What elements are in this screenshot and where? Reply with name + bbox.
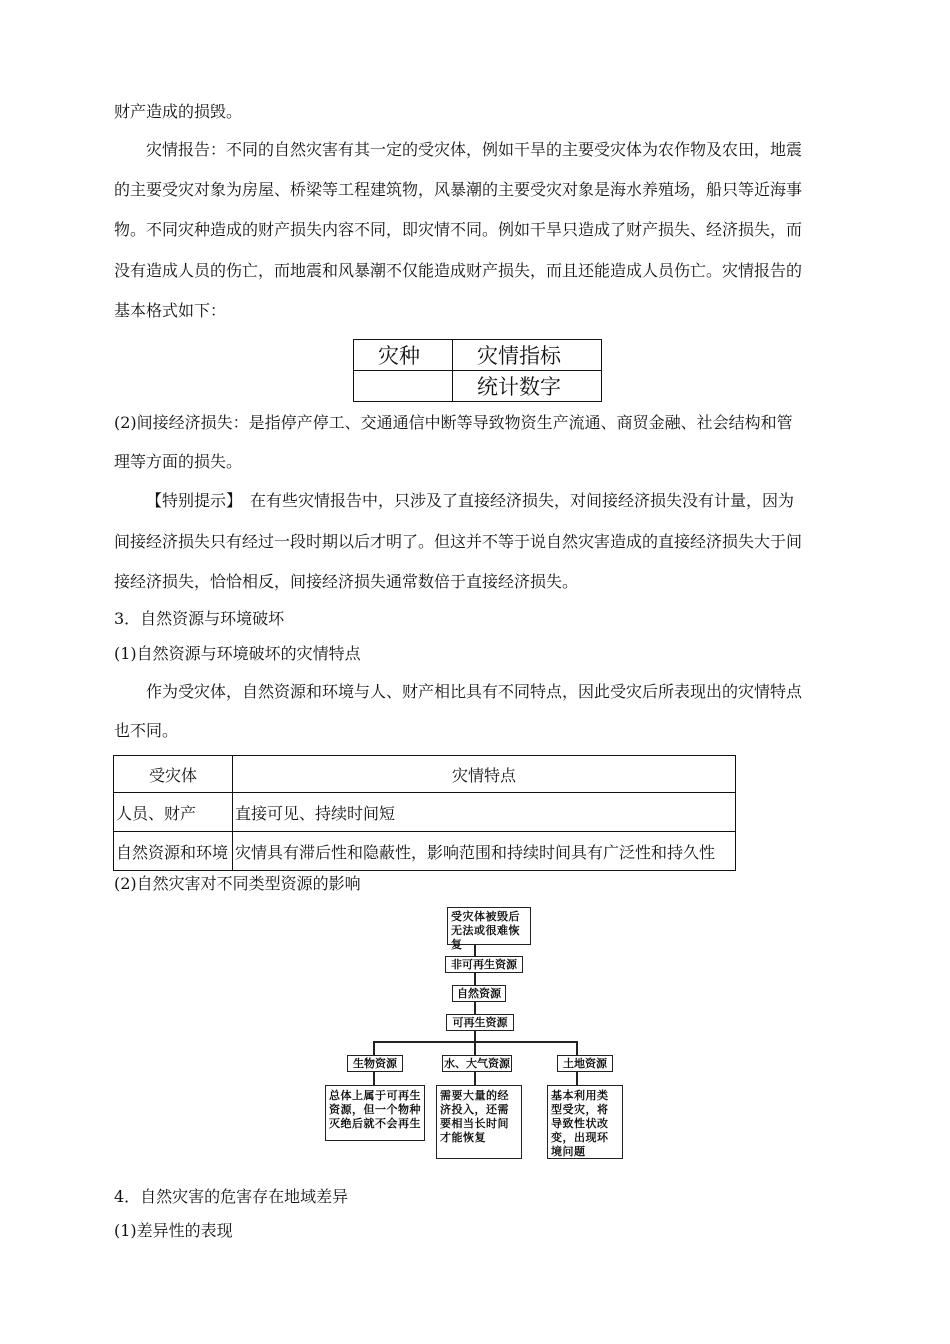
line-p1-4: 没有造成人员的伤亡，而地震和风暴潮不仅能造成财产损失，而且还能造成人员伤亡。灾情报告的 xyxy=(114,261,803,280)
diagram-box-natural: 自然资源 xyxy=(452,985,506,1002)
diagram-box-biological: 生物资源 xyxy=(347,1055,403,1072)
diagram-box-nonrenewable: 非可再生资源 xyxy=(445,956,523,973)
connector-line xyxy=(474,943,476,957)
resource-impact-diagram xyxy=(325,905,625,1163)
table-row xyxy=(114,832,736,871)
subheading-3-2: (2)自然灾害对不同类型资源的影响 xyxy=(114,874,361,893)
table-row xyxy=(114,793,736,832)
header-cell-victim: 受灾体 xyxy=(114,756,233,793)
report-format-table xyxy=(353,339,602,402)
diagram-box-land: 土地资源 xyxy=(557,1055,613,1072)
cell-victim: 人员、财产 xyxy=(114,793,233,832)
cell-feature: 直接可见、持续时间短 xyxy=(233,793,736,832)
line-p1-2: 的主要受灾对象为房屋、桥梁等工程建筑物，风暴潮的主要受灾对象是海水养殖场，船只等近海事 xyxy=(114,180,803,199)
diagram-box-land-desc: 基本利用类型受灾，将导致性状改变，出现环境问题 xyxy=(547,1085,623,1159)
report-cell-index: 灾情指标 xyxy=(453,340,602,371)
diagram-box-renewable: 可再生资源 xyxy=(446,1014,514,1031)
connector-line xyxy=(474,1041,476,1055)
connector-line xyxy=(474,1072,476,1085)
line-p2-1: (2)间接经济损失：是指停产停工、交通通信中断等导致物资生产流通、商贸金融、社会结构和管 xyxy=(114,413,793,432)
connector-line xyxy=(576,1072,578,1085)
line-p4-1: 作为受灾体，自然资源和环境与人、财产相比具有不同特点，因此受灾后所表现出的灾情特点 xyxy=(146,682,803,701)
special-tip-label: 【特别提示】 xyxy=(146,491,235,510)
connector-line xyxy=(373,1041,375,1055)
report-cell-stats: 统计数字 xyxy=(453,371,602,402)
section-heading-3: 3．自然资源与环境破坏 xyxy=(114,609,285,628)
section-heading-4: 4．自然灾害的危害存在地域差异 xyxy=(114,1187,349,1206)
line-p3-3: 接经济损失，恰恰相反，间接经济损失通常数倍于直接经济损失。 xyxy=(114,572,579,591)
diagram-box-bio-desc: 总体上属于可再生资源，但一个物种灭绝后就不会再生 xyxy=(325,1085,425,1141)
diagram-box-unrecoverable: 受灾体被毁后无法或很难恢复 xyxy=(447,907,531,945)
subheading-4-1: (1)差异性的表现 xyxy=(114,1221,233,1240)
header-cell-feature: 灾情特点 xyxy=(233,756,736,793)
line-p3-2: 间接经济损失只有经过一段时期以后才明了。但这并不等于说自然灾害造成的直接经济损失大于间 xyxy=(114,532,803,551)
diagram-box-water-desc: 需要大量的经济投入，还需要相当长时间才能恢复 xyxy=(436,1085,522,1159)
connector-line xyxy=(474,1001,476,1015)
table-header-row xyxy=(114,756,736,793)
special-tip-text: 在有些灾情报告中，只涉及了直接经济损失，对间接经济损失没有计量，因为 xyxy=(234,491,795,510)
subheading-3-1: (1)自然资源与环境破坏的灾情特点 xyxy=(114,644,361,663)
report-cell-disaster: 灾种 xyxy=(354,340,453,371)
line-p1-5: 基本格式如下： xyxy=(114,301,227,320)
line-p2-2: 理等方面的损失。 xyxy=(114,452,243,471)
diagram-box-water-air: 水、大气资源 xyxy=(444,1057,510,1070)
connector-line xyxy=(576,1041,578,1055)
disaster-characteristics-table xyxy=(113,755,736,871)
cell-feature: 灾情具有滞后性和隐蔽性，影响范围和持续时间具有广泛性和持久性 xyxy=(233,832,736,871)
connector-line xyxy=(373,1072,375,1085)
line-p1-3: 物。不同灾种造成的财产损失内容不同，即灾情不同。例如干旱只造成了财产损失、经济损失，而 xyxy=(114,220,803,239)
line-p0: 财产造成的损毁。 xyxy=(114,102,243,121)
connector-line xyxy=(474,971,476,985)
line-p3-1 xyxy=(146,491,794,511)
line-p4-2: 也不同。 xyxy=(114,721,179,740)
cell-victim: 自然资源和环境 xyxy=(114,832,233,871)
line-p1-1: 灾情报告：不同的自然灾害有其一定的受灾体，例如干旱的主要受灾体为农作物及农田，地震 xyxy=(146,140,803,159)
report-cell-empty xyxy=(354,371,453,402)
